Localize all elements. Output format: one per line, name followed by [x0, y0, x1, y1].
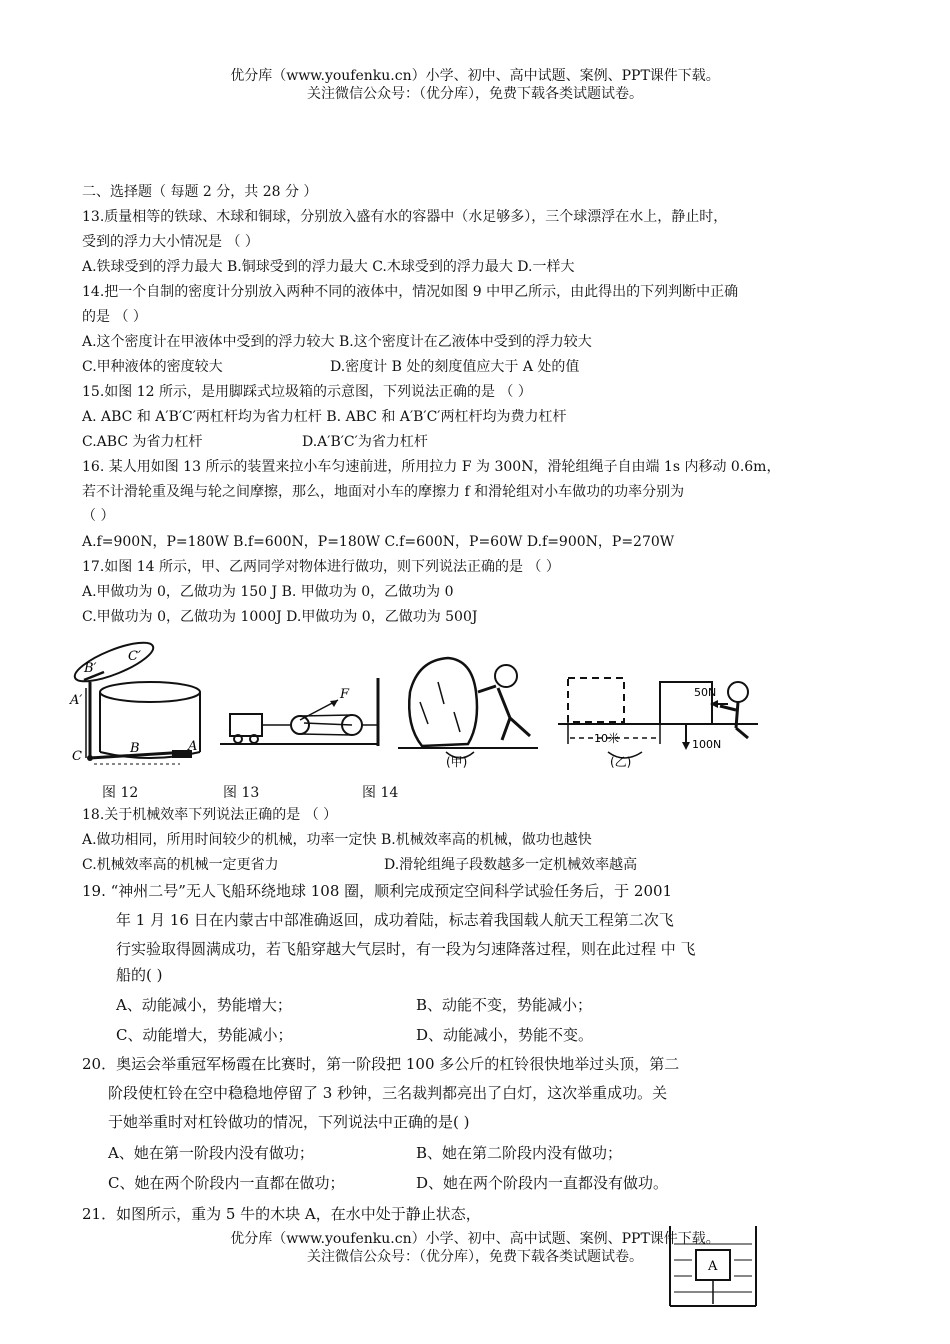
figure-14-caption: 图 14 — [362, 785, 399, 801]
q17-options-cd: C.甲做功为 0，乙做功为 1000J D.甲做功为 0，乙做功为 500J — [82, 609, 478, 625]
q17-options-ab: A.甲做功为 0，乙做功为 150 J B. 甲做功为 0，乙做功为 0 — [82, 584, 454, 600]
label-f: F — [340, 687, 350, 702]
label-b-prime: B′ — [84, 661, 97, 676]
q18-option-c: C.机械效率高的机械一定更省力 — [82, 857, 279, 873]
q16-options: A.f=900N，P=180W B.f=600N，P=180W C.f=600N，P=60W D.f=900N，P=270W — [82, 534, 675, 550]
figure-14-work-illustration — [398, 652, 768, 770]
q17-stem: 17.如图 14 所示，甲、乙两同学对物体进行做功，则下列说法正确的是 （ ） — [82, 559, 560, 575]
q15-stem: 15.如图 12 所示，是用脚踩式垃圾箱的示意图，下列说法正确的是 （ ） — [82, 384, 532, 400]
q18-options-ab: A.做功相同，所用时间较少的机械，功率一定快 B.机械效率高的机械，做功也越快 — [82, 832, 592, 848]
label-a: A — [188, 739, 198, 754]
figure-13-pulley-cart — [220, 670, 382, 752]
label-a-prime: A′ — [70, 693, 83, 708]
label-jia: (甲) — [446, 755, 468, 769]
header-line-1: 优分库（www.youfenku.cn）小学、初中、高中试题、案例、PPT课件下载。 — [230, 68, 720, 84]
q19-line-4: 船的( ) — [116, 966, 163, 984]
q15-option-d: D.A′B′C′为省力杠杆 — [302, 434, 428, 450]
q14-option-c: C.甲种液体的密度较大 — [82, 359, 223, 375]
q19-line-1: 19. “神州二号”无人飞船环绕地球 108 圈，顺利完成预定空间科学试验任务后，于 2001 — [82, 882, 673, 900]
q15-option-c: C.ABC 为省力杠杆 — [82, 434, 203, 450]
footer-line-1: 优分库（www.youfenku.cn）小学、初中、高中试题、案例、PPT课件下载。 — [230, 1231, 720, 1247]
header-line-2: 关注微信公众号：（优分库），免费下载各类试题试卷。 — [307, 86, 643, 102]
box-start-dashed — [568, 678, 624, 722]
q18-option-d: D.滑轮组绳子段数越多一定机械效率越高 — [384, 857, 638, 873]
q19-option-a: A、动能减小，势能增大； — [116, 996, 292, 1014]
label-c: C — [72, 749, 82, 764]
cart-body — [230, 714, 262, 736]
figure-12-trash-can — [62, 640, 207, 775]
q16-stem-2: 若不计滑轮重及绳与轮之间摩擦，那么，地面对小车的摩擦力 f 和滑轮组对小车做功的功率分别为 — [82, 484, 685, 500]
q19-line-3: 行实验取得圆满成功，若飞船穿越大气层时，有一段为匀速降落过程，则在此过程 中 飞 — [116, 940, 696, 958]
q14-options-ab: A.这个密度计在甲液体中受到的浮力较大 B.这个密度计在乙液体中受到的浮力较大 — [82, 334, 592, 350]
block-a-label: A — [708, 1259, 718, 1274]
section-title: 二、选择题（ 每题 2 分，共 28 分 ） — [82, 184, 318, 200]
footer-line-2: 关注微信公众号：（优分库），免费下载各类试题试卷。 — [307, 1249, 643, 1265]
q19-option-b: B、动能不变，势能减小； — [416, 996, 593, 1014]
label-weight: 100N — [692, 738, 722, 751]
q20-option-a: A、她在第一阶段内没有做功； — [108, 1144, 314, 1162]
label-distance: 10米 — [594, 732, 619, 745]
q20-option-d: D、她在两个阶段内一直都没有做功。 — [416, 1174, 669, 1192]
label-force: 50N — [694, 686, 717, 699]
q21-line-1: 21．如图所示，重为 5 牛的木块 A，在水中处于静止状态， — [82, 1205, 481, 1223]
q19-option-c: C、动能增大，势能减小； — [116, 1026, 293, 1044]
figure-12-caption: 图 12 — [102, 785, 139, 801]
q19-line-2: 年 1 月 16 日在内蒙古中部准确返回，成功着陆，标志着我国载人航天工程第二次飞 — [116, 911, 674, 929]
figure-13-caption: 图 13 — [223, 785, 260, 801]
label-b: B — [130, 741, 140, 756]
person-jia-head — [495, 665, 517, 687]
q20-line-1: 20．奥运会举重冠军杨霞在比赛时，第一阶段把 100 多公斤的杠铃很快地举过头顶，第二 — [82, 1055, 680, 1073]
q16-stem-3: （ ） — [82, 508, 115, 524]
q20-line-3: 于她举重时对杠铃做功的情况，下列说法中正确的是( ) — [108, 1113, 470, 1131]
q13-stem-2: 受到的浮力大小情况是 （ ） — [82, 234, 259, 250]
q14-option-d: D.密度计 B 处的刻度值应大于 A 处的值 — [330, 359, 580, 375]
q20-line-2: 阶段使杠铃在空中稳稳地停留了 3 秒钟，三名裁判都亮出了白灯，这次举重成功。关 — [108, 1084, 668, 1102]
q19-option-d: D、动能减小，势能不变。 — [416, 1026, 594, 1044]
q18-stem: 18.关于机械效率下列说法正确的是 （ ） — [82, 807, 338, 823]
label-yi: (乙) — [610, 755, 632, 769]
q14-stem-2: 的是 （ ） — [82, 309, 147, 325]
q20-option-b: B、她在第二阶段内没有做功； — [416, 1144, 623, 1162]
q13-options: A.铁球受到的浮力最大 B.铜球受到的浮力最大 C.木球受到的浮力最大 D.一样大 — [82, 259, 575, 275]
q20-option-c: C、她在两个阶段内一直都在做功； — [108, 1174, 345, 1192]
person-yi-head — [728, 682, 748, 702]
q13-stem-1: 13.质量相等的铁球、木球和铜球，分别放入盛有水的容器中（水足够多），三个球漂浮在水上，静止时， — [82, 209, 728, 225]
q16-stem-1: 16. 某人用如图 13 所示的装置来拉小车匀速前进，所用拉力 F 为 300N，滑轮组绳子自由端 1s 内移动 0.6m， — [82, 459, 781, 475]
q14-stem-1: 14.把一个自制的密度计分别放入两种不同的液体中，情况如图 9 中甲乙所示，由此得出的下列判断中正确 — [82, 284, 739, 300]
q15-options-ab: A. ABC 和 A′B′C′两杠杆均为省力杠杆 B. ABC 和 A′B′C′两杠杆均为费力杠杆 — [82, 409, 567, 425]
label-c-prime: C′ — [128, 649, 141, 664]
